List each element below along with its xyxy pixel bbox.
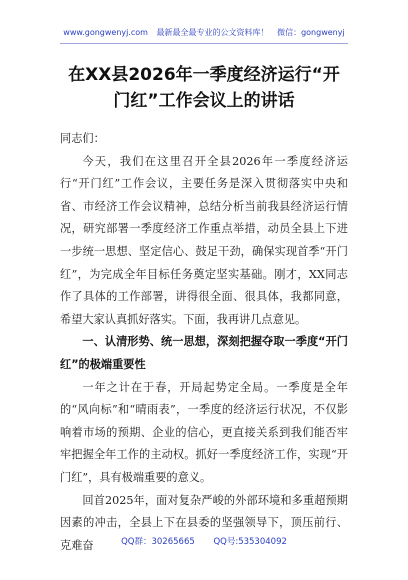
body-paragraph: 回首2025年，面对复杂严峻的外部环境和多重超预期因素的冲击，全县上下在县委的坚强领导下，顶压前行、克难奋 — [60, 493, 348, 552]
footer-qq-number: QQ号:535304092 — [213, 537, 287, 547]
salutation: 同志们： — [60, 132, 105, 145]
footer-qq-group: QQ群：30265665 — [121, 537, 195, 547]
page-footer — [0, 537, 408, 547]
body-paragraph: 今天，我们在这里召开全县2026年一季度经济运行“开门红”工作会议，主要任务是深入贯彻落实中央和省、市经济工作会议精神，总结分析当前我县经济运行情况，研究部署一季度经济工作重点举措，动员全县上下进一步统一思想、坚定信心、鼓足干劲，确保实现首季“开门红”，为完成全年目标任务奠定坚实基础。刚才，XX同志作了具体的工作部署，讲得很全面、很具体，我都同意，希望大家认真抓好落实。下面，我再讲几点意见。 — [60, 154, 348, 326]
section-heading: 一、认清形势、统一思想，深刻把握夺取一季度“开门红”的极端重要性 — [60, 335, 348, 371]
page-header — [0, 28, 408, 38]
header-slogan: 最新最全最专业的公文资料库！ — [156, 28, 269, 37]
body-paragraph: 一年之计在于春，开局起势定全局。一季度是全年的“风向标”和“晴雨表”，一季度的经济运行状况，不仅影响着市场的预期、企业的信心，更直接关系到我们能否牢牢把握全年工作的主动权。抓好一季度经济工作，实现“开门红”，具有极端重要的意义。 — [60, 380, 348, 484]
header-site-link[interactable]: www.gongwenyj.com — [63, 28, 148, 37]
header-divider — [60, 43, 348, 44]
header-wechat: 微信：gongwenyj — [277, 28, 345, 37]
document-title: 在XX县2026年一季度经济运行“开门红”工作会议上的讲话 — [68, 65, 340, 111]
document-body — [60, 128, 348, 557]
